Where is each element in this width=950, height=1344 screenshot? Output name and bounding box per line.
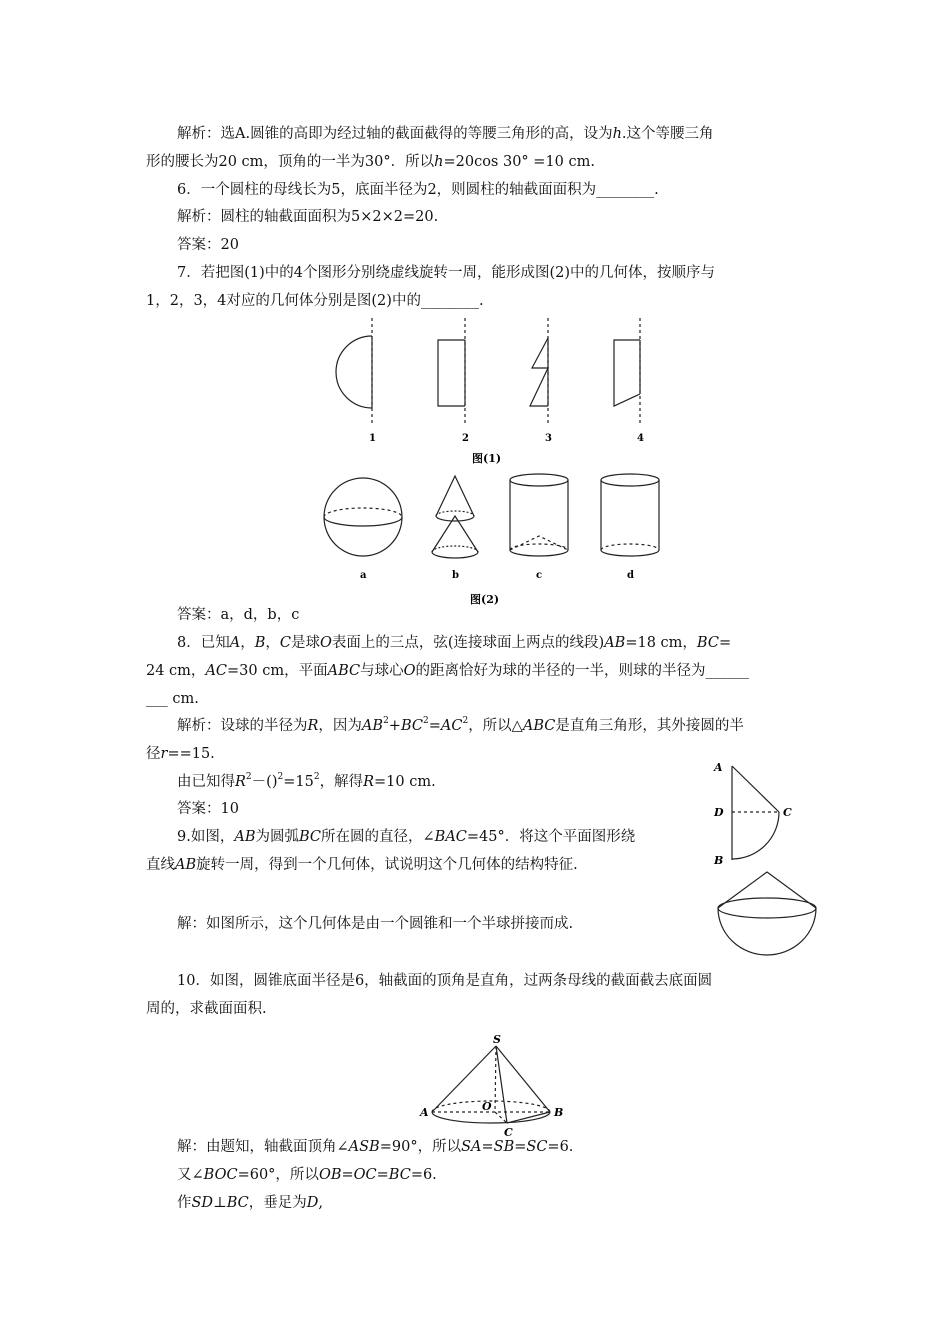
fig2-label-a: a [360, 570, 367, 581]
q9-label-B: B [714, 854, 724, 867]
text-line: 7．若把图(1)中的4个图形分别绕虚线旋转一周，能形成图(2)中的几何体，按顺序与 [177, 265, 716, 281]
fig1-label-4: 4 [637, 433, 644, 444]
text-line: 1，2，3，4对应的几何体分别是图(2)中的________. [146, 293, 484, 309]
fig1-label-1: 1 [369, 433, 376, 444]
fig2-label-b: b [452, 570, 459, 581]
text-line: 6．一个圆柱的母线长为5，底面半径为2，则圆柱的轴截面面积为________. [177, 182, 659, 198]
text-line: ___ cm. [146, 691, 199, 707]
text-line: 8．已知A，B，C是球O表面上的三点，弦(连接球面上两点的线段)AB=18 cm，BC= [177, 635, 732, 651]
q10-label-O: O [482, 1100, 492, 1113]
fig2-label-d: d [627, 570, 634, 581]
text-line: 解析：圆柱的轴截面面积为5×2×2=20. [177, 209, 439, 225]
fig2-caption: 图(2) [470, 593, 500, 606]
text-line: 答案：10 [177, 801, 239, 817]
text-line: 24 cm，AC=30 cm，平面ABC与球心O的距离恰好为球的半径的一半，则球的半径为______ [146, 663, 749, 679]
text-line: 作SD⊥BC，垂足为D, [177, 1195, 323, 1211]
text-line: 由已知得$R^2-()^2=15^2$，解得R=10 cm. [177, 772, 436, 790]
text-line: 径r==15. [146, 746, 215, 762]
fig1-label-2: 2 [462, 433, 469, 444]
q10-label-C: C [504, 1126, 513, 1139]
text-line: 解：如图所示，这个几何体是由一个圆锥和一个半球拼接而成. [177, 916, 574, 932]
q10-label-S: S [493, 1033, 501, 1046]
q9-label-D: D [714, 806, 724, 819]
text-line: 9.如图，AB为圆弧BC所在圆的直径，∠BAC=45°．将这个平面图形绕 [177, 829, 636, 845]
text-line: 直线AB旋转一周，得到一个几何体，试说明这个几何体的结构特征. [146, 857, 578, 873]
text-line: 形的腰长为20 cm，顶角的一半为30°．所以h=20cos 30° =10 cm. [146, 154, 595, 170]
q9-label-A: A [714, 761, 723, 774]
text-line: 解：由题知，轴截面顶角∠ASB=90°，所以SA=SB=SC=6. [177, 1139, 574, 1155]
fig1-label-3: 3 [545, 433, 552, 444]
fig1-caption: 图(1) [472, 452, 502, 465]
q10-label-B: B [554, 1106, 564, 1119]
q10-label-A: A [420, 1106, 429, 1119]
text-line: 解析：选A.圆锥的高即为经过轴的截面截得的等腰三角形的高，设为h.这个等腰三角 [177, 126, 714, 142]
text-line: 解析：设球的半径为R，因为$AB^2+BC^2=AC^2$，所以△ABC是直角三角形，其外接圆的半 [177, 716, 744, 734]
text-line: 答案：20 [177, 237, 239, 253]
q9-label-C: C [783, 806, 792, 819]
figure-q10 [415, 1033, 575, 1146]
text-line: 答案：a，d，b，c [177, 607, 300, 623]
figure-2 [318, 472, 668, 612]
fig2-label-c: c [536, 570, 543, 581]
figure-1 [320, 316, 670, 466]
text-line: 10．如图，圆锥底面半径是6，轴截面的顶角是直角，过两条母线的截面截去底面圆 [177, 973, 713, 989]
figure-q9 [710, 752, 830, 962]
text-line: 周的，求截面面积. [146, 1001, 267, 1017]
text-line: 又∠BOC=60°，所以OB=OC=BC=6. [177, 1167, 437, 1183]
